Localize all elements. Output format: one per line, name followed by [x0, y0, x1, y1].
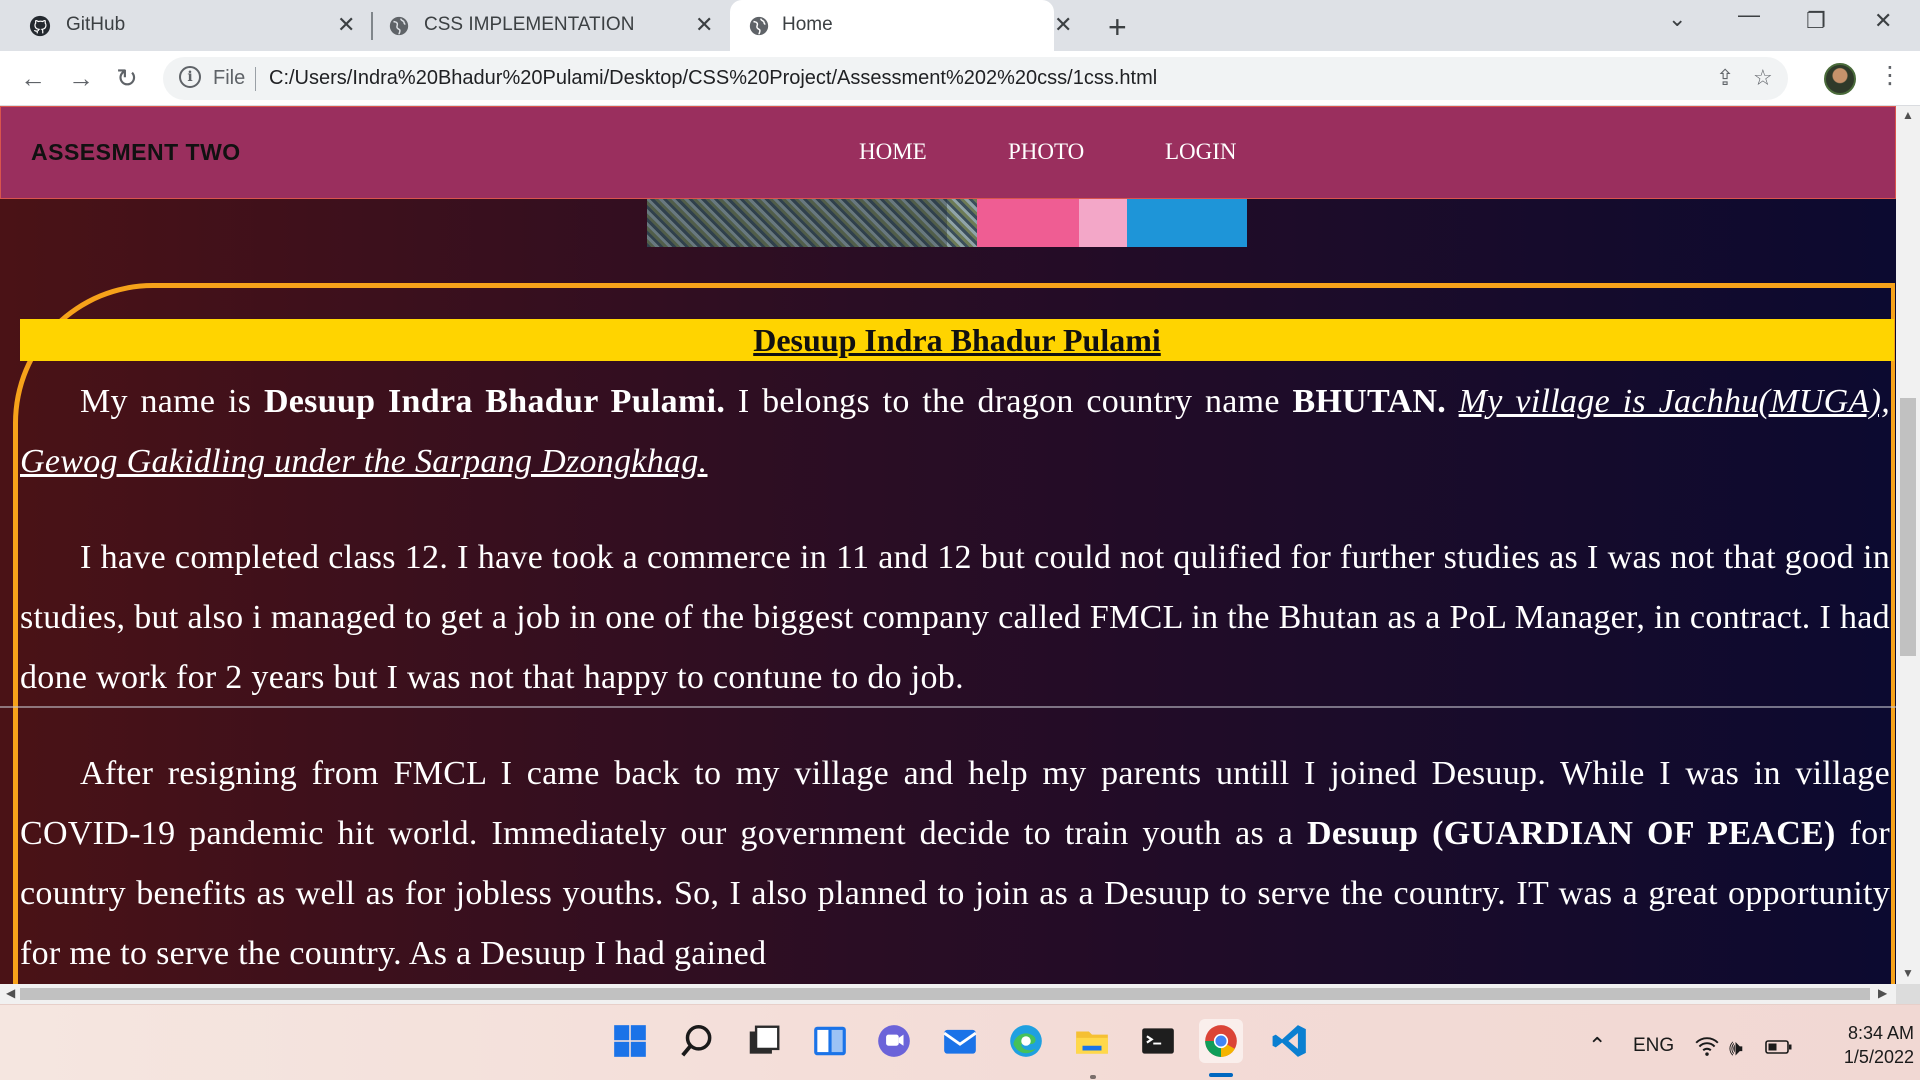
- text-run: I belongs to the dragon country name: [725, 383, 1293, 420]
- restore-icon[interactable]: ❐: [1806, 8, 1826, 33]
- bio-paragraph-2: I have completed class 12. I have took a commerce in 11 and 12 but could not qulified for further studies as I was not that good in studies, but also i managed to get a job in one of the biggest company called FMCL in the Bhutan as a PoL Manager, in contract. I had done work for 2 years but I was not that happy to contune to do job.: [20, 539, 1890, 696]
- tab-search-chevron-icon[interactable]: ⌄: [1668, 6, 1687, 31]
- windows-taskbar: [0, 1004, 1920, 1080]
- minimize-icon[interactable]: —: [1738, 2, 1760, 27]
- mail-icon[interactable]: [938, 1019, 982, 1063]
- tab-home[interactable]: [730, 0, 1073, 51]
- file-explorer-icon[interactable]: [1070, 1019, 1114, 1063]
- search-icon[interactable]: [675, 1019, 719, 1063]
- battery-icon[interactable]: [1765, 1035, 1793, 1061]
- tab-title: GitHub: [66, 14, 126, 35]
- bio-paragraph-1: [20, 372, 1890, 492]
- globe-icon: [748, 15, 770, 37]
- scroll-down-icon[interactable]: ▼: [1902, 966, 1914, 980]
- more-menu-icon[interactable]: ⋮: [1878, 62, 1902, 89]
- task-view-icon[interactable]: [742, 1019, 786, 1063]
- back-icon[interactable]: ←: [20, 63, 46, 93]
- nav-link-home[interactable]: HOME: [859, 139, 927, 164]
- close-window-icon[interactable]: ✕: [1874, 8, 1893, 33]
- volume-icon[interactable]: 🕪: [1729, 1035, 1743, 1060]
- horizontal-rule: [0, 706, 1896, 708]
- edge-icon[interactable]: [1004, 1019, 1048, 1063]
- globe-icon: [388, 15, 410, 37]
- chrome-icon[interactable]: [1199, 1019, 1243, 1063]
- close-tab-icon[interactable]: ✕: [337, 12, 356, 37]
- tray-overflow-chevron-icon[interactable]: ⌃: [1588, 1033, 1607, 1058]
- input-language[interactable]: ENG: [1633, 1035, 1675, 1056]
- page-viewport: [0, 106, 1920, 1004]
- scroll-up-icon[interactable]: ▲: [1902, 108, 1914, 122]
- tab-title: CSS IMPLEMENTATION: [424, 14, 635, 35]
- share-icon[interactable]: ⇪: [1716, 65, 1735, 90]
- scroll-left-icon[interactable]: ◀: [6, 986, 16, 1000]
- horizontal-scroll-thumb[interactable]: [20, 988, 1870, 1000]
- bio-paragraph-3: [20, 744, 1890, 984]
- bio-country: BHUTAN.: [1292, 383, 1446, 420]
- tab-title: Home: [782, 14, 833, 35]
- system-clock[interactable]: [1818, 1021, 1914, 1069]
- profile-photo: [647, 199, 1247, 247]
- nav-link-login[interactable]: LOGIN: [1165, 139, 1237, 164]
- scroll-right-icon[interactable]: ▶: [1878, 986, 1888, 1000]
- reload-icon[interactable]: ↻: [116, 63, 138, 93]
- horizontal-scrollbar[interactable]: [0, 984, 1896, 1004]
- profile-avatar[interactable]: [1824, 63, 1856, 95]
- nav-link-photo[interactable]: PHOTO: [1008, 139, 1085, 164]
- new-tab-icon[interactable]: +: [1108, 9, 1127, 45]
- omnibox-divider: [255, 67, 256, 91]
- bio-desuup: Desuup (GUARDIAN OF PEACE): [1306, 815, 1836, 852]
- github-icon: [29, 15, 51, 37]
- bookmark-star-icon[interactable]: ☆: [1753, 65, 1773, 90]
- vscode-icon[interactable]: [1268, 1019, 1312, 1063]
- wifi-icon[interactable]: [1694, 1033, 1720, 1065]
- forward-icon[interactable]: →: [68, 63, 94, 93]
- tab-github[interactable]: [0, 0, 370, 51]
- clock-time: 8:34 AM: [1847, 1023, 1914, 1043]
- scheme-label: File: [213, 67, 246, 89]
- close-tab-icon[interactable]: ✕: [1054, 12, 1073, 37]
- terminal-icon[interactable]: [1136, 1019, 1180, 1063]
- clock-date: 1/5/2022: [1843, 1047, 1914, 1067]
- text-run: [1446, 383, 1459, 420]
- close-tab-icon[interactable]: ✕: [695, 12, 714, 37]
- text-run: My name is: [80, 383, 264, 420]
- browser-toolbar: [0, 51, 1920, 106]
- vertical-scrollbar[interactable]: [1896, 106, 1920, 984]
- text-run: After resigning from FMCL I came back to my village and help my parents untill I joined Desuup. While I was in village COVID-19 pandemic hit world. Immediately our government decide to train youth as a: [20, 755, 1890, 852]
- text-run: for country benefits as well as for jobless youths. So, I also planned to join as a Desuup to serve the country. IT was a great opportunity for me to serve the country. As a Desuup I had gained: [20, 815, 1891, 972]
- url-text[interactable]: C:/Users/Indra%20Bhadur%20Pulami/Desktop/CSS%20Project/Assessment%202%20css/1css.html: [269, 67, 1158, 89]
- site-info-icon[interactable]: i: [179, 66, 201, 88]
- bio-village: My village is Jachhu(MUGA), Gewog Gakidling under the Sarpang Dzongkhag.: [20, 383, 1890, 480]
- site-brand: ASSESMENT TWO: [31, 139, 241, 165]
- bio-heading: Desuup Indra Bhadur Pulami: [20, 319, 1894, 361]
- browser-tab-strip: [0, 0, 1920, 51]
- bio-name: Desuup Indra Bhadur Pulami.: [263, 383, 726, 420]
- site-navbar: [0, 106, 1896, 199]
- widgets-icon[interactable]: [808, 1019, 852, 1063]
- scrollbar-corner: [1896, 984, 1920, 1004]
- running-indicator: [1090, 1075, 1096, 1079]
- vertical-scroll-thumb[interactable]: [1900, 398, 1916, 656]
- address-bar[interactable]: [163, 57, 1788, 100]
- teams-chat-icon[interactable]: [872, 1019, 916, 1063]
- active-app-indicator: [1209, 1073, 1233, 1077]
- bio-text: [20, 372, 1890, 1004]
- start-icon[interactable]: [608, 1019, 652, 1063]
- tab-css-implementation[interactable]: [372, 0, 728, 51]
